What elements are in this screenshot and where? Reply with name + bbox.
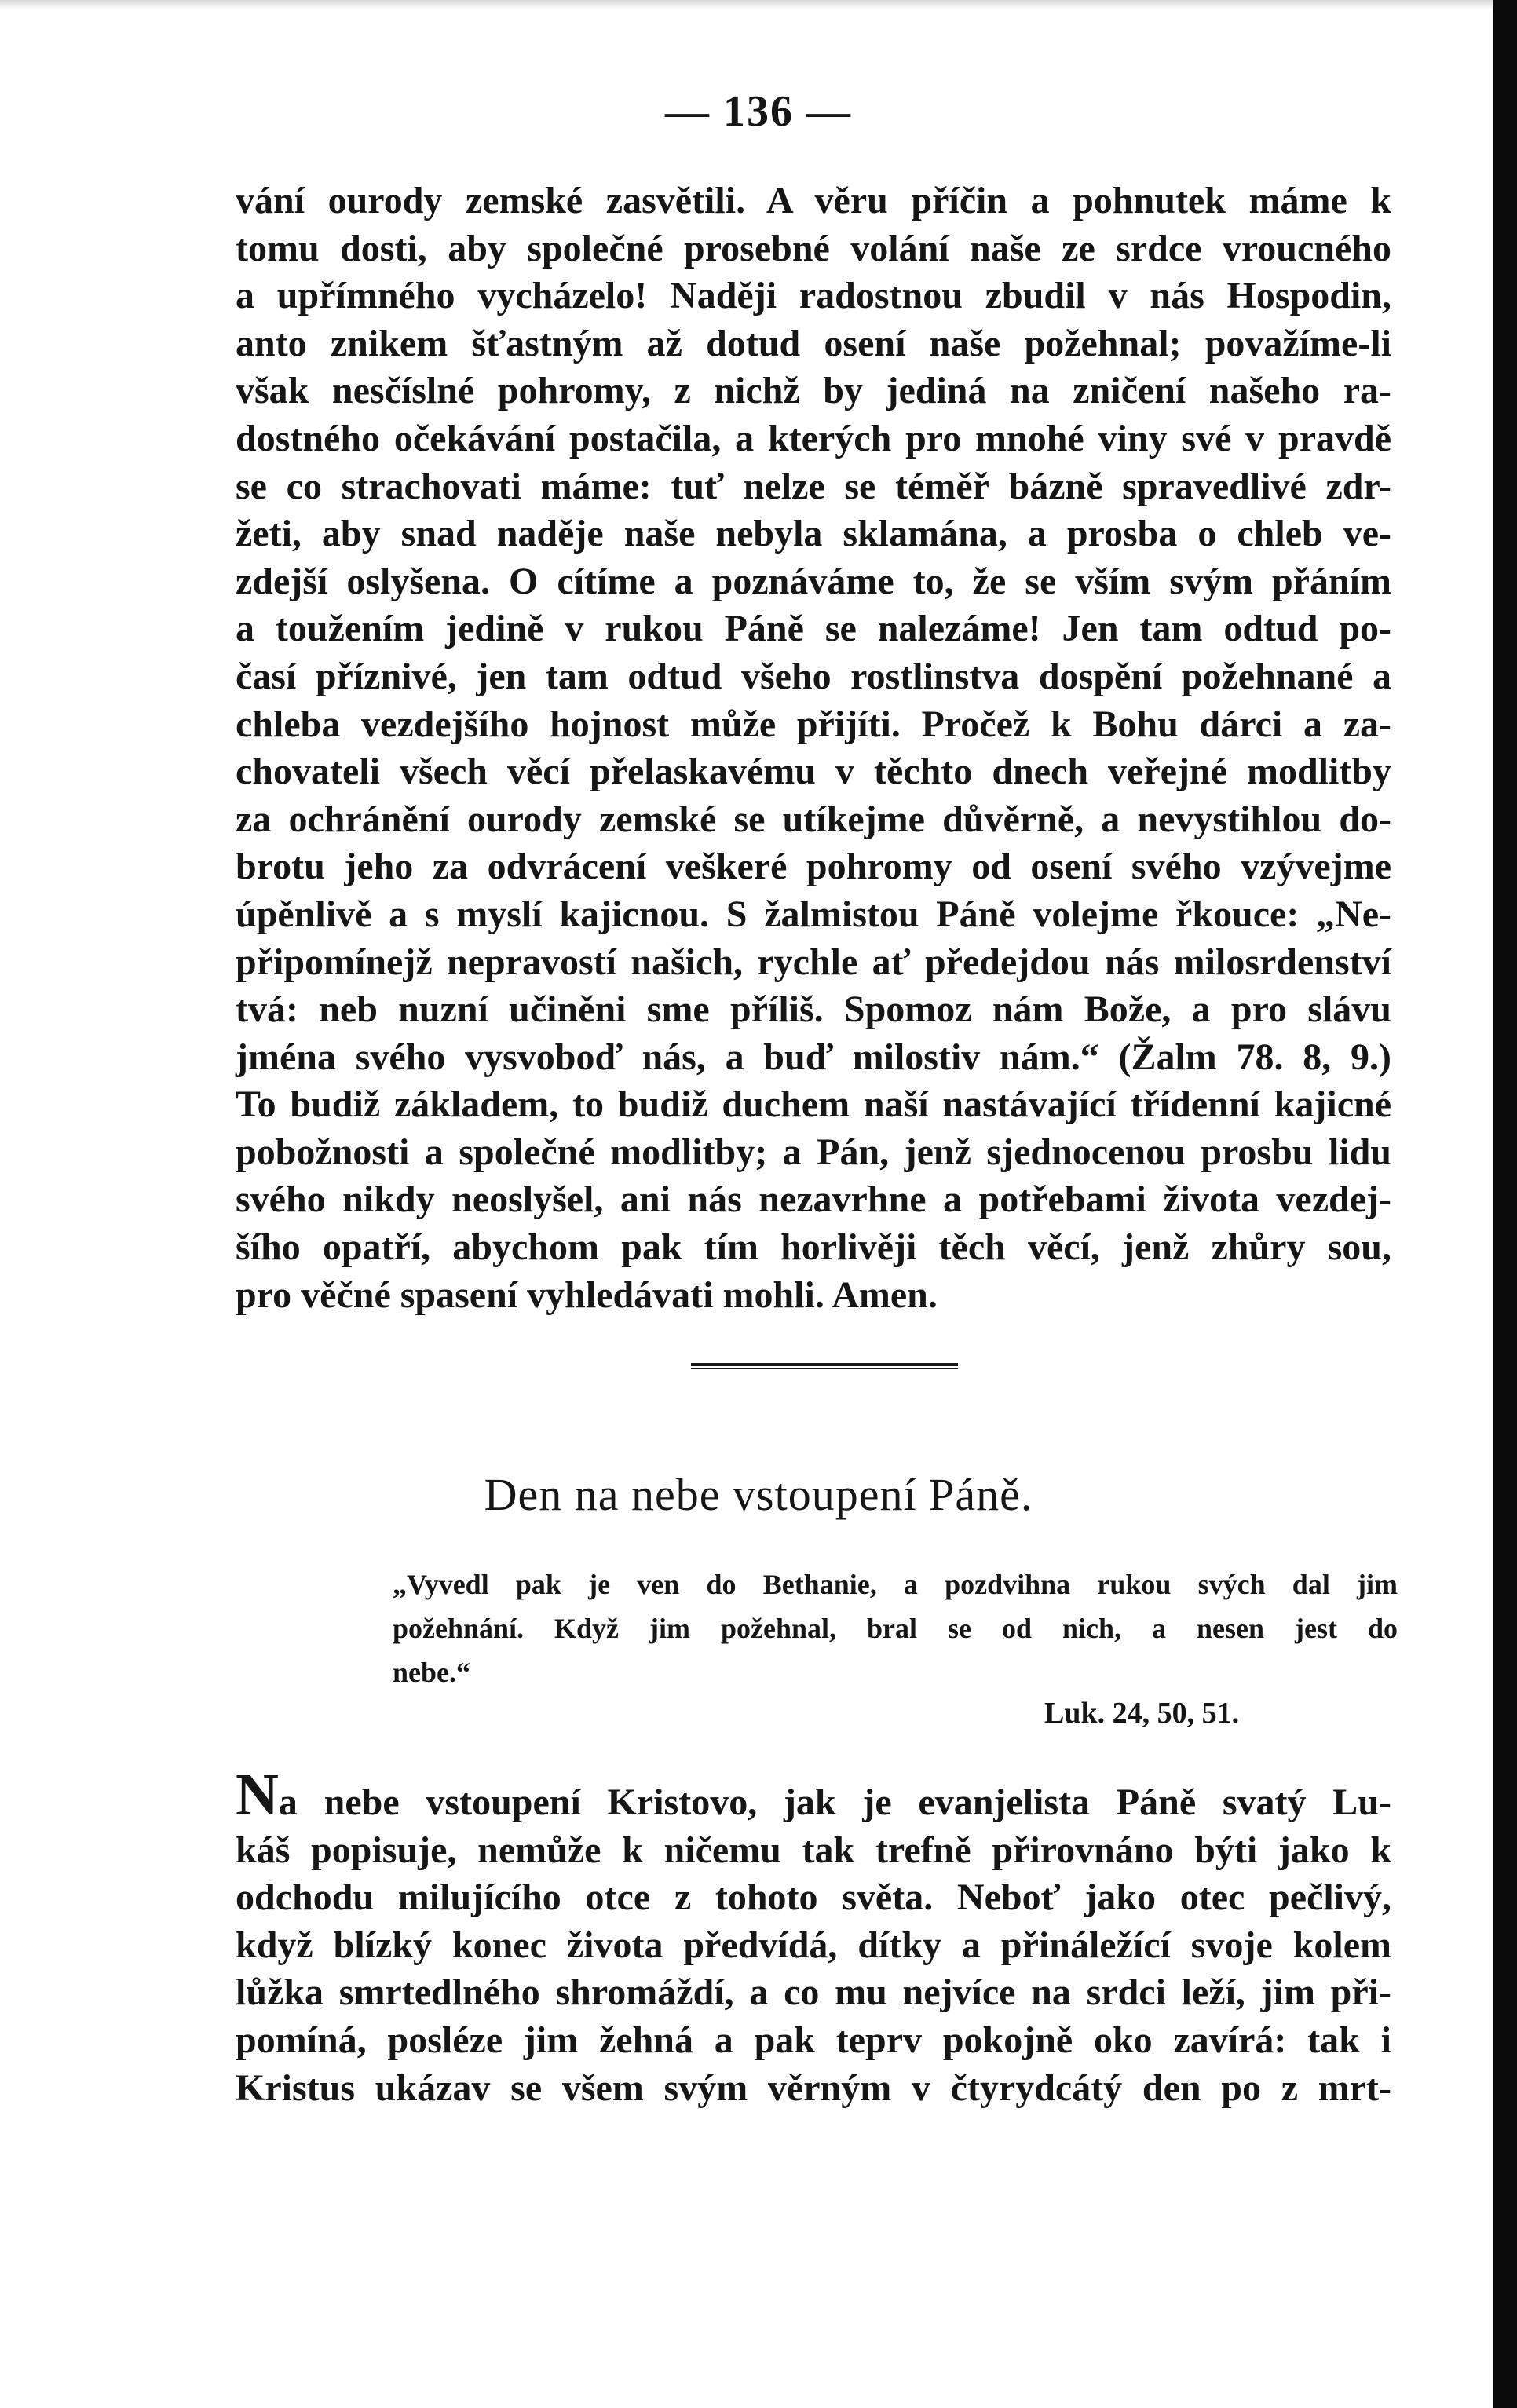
text-line: šího opatří, abychom pak tím horlivěji těch věcí, jenž zhůry sou, — [236, 1226, 1391, 1269]
section-heading: Den na nebe vstoupení Páně. — [484, 1469, 1033, 1520]
text-line: jména svého vysvoboď nás, a buď milostiv nám.“ (Žalm 78. 8, 9.) — [236, 1036, 1391, 1078]
text-line: Kristus ukázav se všem svým věrným v čtyrydcátý den po z mrt- — [236, 2066, 1391, 2109]
text-line: tvá: neb nuzní učiněni sme příliš. Spomoz nám Bože, a pro slávu — [236, 988, 1391, 1031]
paragraph-1 — [236, 177, 1391, 1319]
text-line: za ochránění ourody zemské se utíkejme důvěrně, a nevystihlou do- — [236, 798, 1391, 840]
text-line: odchodu milujícího otce z tohoto světa. Neboť jako otec pečlivý, — [236, 1876, 1391, 1919]
text-line: časí příznivé, jen tam odtud všeho rostlinstva dospění požehnané a — [236, 655, 1391, 697]
text-line: žeti, aby snad naděje naše nebyla sklamána, a prosba o chleb ve- — [236, 513, 1391, 555]
scan-border — [1493, 0, 1517, 2408]
text-line: káš popisuje, nemůže k ničemu tak trefně přirovnáno býti jako k — [236, 1829, 1391, 1871]
text-line: chovateli všech věcí přelaskavému v těchto dnech veřejné modlitby — [236, 751, 1391, 793]
text-line: lůžka smrtedlného shromáždí, a co mu nejvíce na srdci leží, jim při- — [236, 1971, 1391, 2014]
page-top-edge — [0, 0, 1517, 9]
text-line: pomíná, posléze jim žehná a pak teprv pokojně oko zavírá: tak i — [236, 2019, 1391, 2061]
page-number: — 136 — — [665, 87, 852, 136]
text-line: se co strachovati máme: tuť nelze se téměř bázně spravedlivé zdr- — [236, 465, 1391, 507]
text-line: zdejší oslyšena. O cítíme a poznáváme to, že se vším svým přáním — [236, 560, 1391, 602]
text-line: anto znikem šťastným až dotud osení naše požehnal; považíme-li — [236, 322, 1391, 364]
text-line: tomu dosti, aby společné prosebné volání naše ze srdce vroucného — [236, 227, 1391, 269]
text-line: a upřímného vycházelo! Naději radostnou zbudil v nás Hospodin, — [236, 275, 1391, 317]
text-line: To budiž základem, to budiž duchem naší nastávající třídenní kajicné — [236, 1083, 1391, 1126]
text-line: dostného očekávání postačila, a kterých pro mnohé viny své v pravdě — [236, 417, 1391, 459]
text-line: vání ourody zemské zasvětili. A věru příčin a pohnutek máme k — [236, 180, 1391, 221]
epigraph-line: „Vyvedl pak je ven do Bethanie, a pozdvihna rukou svých dal jim — [393, 1569, 1398, 1600]
first-line-text: a nebe vstoupení Kristovo, jak je evanjelista Páně svatý Lu- — [278, 1781, 1391, 1823]
text-line: úpěnlivě a s myslí kajicnou. S žalmistou Páně volejme řkouce: „Ne- — [236, 893, 1391, 935]
epigraph-line: požehnání. Když jim požehnal, bral se od nich, a nesen jest do — [393, 1613, 1398, 1644]
drop-cap: N — [236, 1762, 279, 1828]
text-line: brotu jeho za odvrácení veškeré pohromy od osení svého vzývejme — [236, 846, 1391, 888]
text-line-first — [236, 1762, 1391, 1828]
epigraph-line: nebe.“ — [393, 1657, 470, 1688]
text-line: však nesčíslné pohromy, z nichž by jediná na zničení našeho ra- — [236, 370, 1391, 412]
epigraph-reference: Luk. 24, 50, 51. — [1044, 1697, 1240, 1730]
text-line: když blízký konec života předvídá, dítky a přináležící svoje kolem — [236, 1924, 1391, 1966]
text-line: pobožnosti a společné modlitby; a Pán, jenž sjednocenou prosbu lidu — [236, 1131, 1391, 1173]
epigraph — [393, 1562, 1398, 1694]
text-line: pro věčné spasení vyhledávati mohli. Amen. — [236, 1273, 938, 1316]
text-line: svého nikdy neoslyšel, ani nás nezavrhne a potřebami života vezdej- — [236, 1178, 1391, 1221]
section-divider — [691, 1363, 958, 1369]
paragraph-2 — [236, 1762, 1391, 2112]
text-line: chleba vezdejšího hojnost může přijíti. Pročež k Bohu dárci a za- — [236, 703, 1391, 745]
text-line: připomínejž nepravostí našich, rychle ať předejdou nás milosrdenství — [236, 941, 1391, 983]
text-line: a toužením jedině v rukou Páně se nalezáme! Jen tam odtud po- — [236, 608, 1391, 650]
